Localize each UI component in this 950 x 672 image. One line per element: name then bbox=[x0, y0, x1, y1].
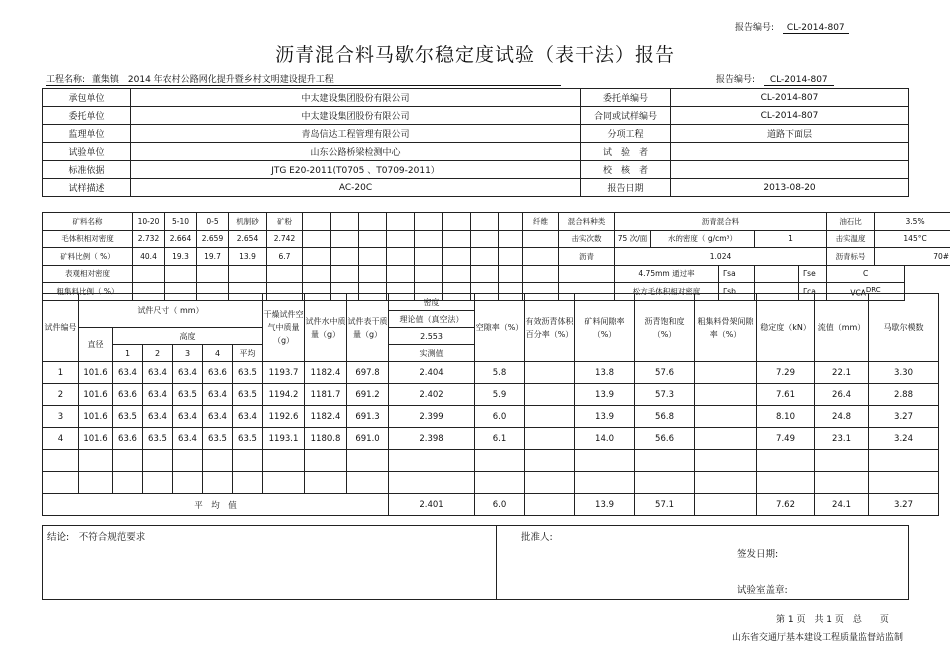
col-vfa: 沥青饱和度（%） bbox=[635, 294, 695, 362]
project-name: 董集镇 2014 年农村公路网化提升暨乡村文明建设提升工程 bbox=[91, 75, 334, 85]
data-cell: 63.4 bbox=[143, 384, 173, 406]
empty-row bbox=[43, 450, 939, 472]
data-cell: 7.29 bbox=[757, 362, 815, 384]
empty-cell bbox=[233, 472, 263, 494]
gse-symbol: Γse bbox=[799, 265, 827, 283]
data-cell: 7.49 bbox=[757, 428, 815, 450]
avg-cell: 3.27 bbox=[869, 494, 939, 516]
data-cell: 56.6 bbox=[635, 428, 695, 450]
data-cell: 63.6 bbox=[113, 384, 143, 406]
mix-type-label: 混合料种类 bbox=[559, 213, 615, 231]
ratio-cell: 13.9 bbox=[229, 248, 267, 266]
apparent-density-label: 表观相对密度 bbox=[43, 265, 133, 283]
data-cell: 101.6 bbox=[79, 406, 113, 428]
col-h1: 1 bbox=[113, 345, 143, 362]
col-void: 空隙率（%） bbox=[475, 294, 525, 362]
approval-cell bbox=[497, 526, 909, 600]
data-cell bbox=[695, 428, 757, 450]
data-cell: 2 bbox=[43, 384, 79, 406]
data-cell: 63.5 bbox=[143, 428, 173, 450]
bulk-density-label: 松方毛体积相对密度 bbox=[615, 283, 719, 301]
data-cell: 63.4 bbox=[203, 384, 233, 406]
info-label: 委托单位 bbox=[43, 107, 131, 125]
data-cell: 4 bbox=[43, 428, 79, 450]
info-label: 合同或试样编号 bbox=[581, 107, 671, 125]
col-h3: 3 bbox=[173, 345, 203, 362]
empty-cell bbox=[173, 472, 203, 494]
data-cell: 3.27 bbox=[869, 406, 939, 428]
data-cell bbox=[525, 406, 575, 428]
ratio-cell: 19.7 bbox=[197, 248, 229, 266]
table-row bbox=[43, 406, 939, 428]
data-cell: 101.6 bbox=[79, 362, 113, 384]
data-cell: 2.402 bbox=[389, 384, 475, 406]
info-table bbox=[42, 88, 909, 197]
empty-cell bbox=[525, 472, 575, 494]
col-density: 密度 bbox=[389, 294, 475, 311]
data-cell: 63.5 bbox=[113, 406, 143, 428]
avg-cell: 57.1 bbox=[635, 494, 695, 516]
avg-cell: 7.62 bbox=[757, 494, 815, 516]
data-cell: 1180.8 bbox=[305, 428, 347, 450]
empty-cell bbox=[113, 450, 143, 472]
report-number-right bbox=[716, 72, 834, 85]
data-cell: 691.2 bbox=[347, 384, 389, 406]
empty-cell bbox=[143, 450, 173, 472]
data-cell: 1181.7 bbox=[305, 384, 347, 406]
empty-cell bbox=[475, 472, 525, 494]
empty-cell bbox=[347, 472, 389, 494]
col-water-mass: 试件水中质量（g） bbox=[305, 294, 347, 362]
project-label: 工程名称: bbox=[46, 75, 86, 85]
info-label: 委托单编号 bbox=[581, 89, 671, 107]
empty-cell bbox=[635, 472, 695, 494]
approver-label: 批准人: bbox=[521, 532, 553, 543]
data-cell bbox=[695, 406, 757, 428]
density-cell: 2.654 bbox=[229, 230, 267, 248]
empty-cell bbox=[79, 472, 113, 494]
col-h4: 4 bbox=[203, 345, 233, 362]
empty-cell bbox=[143, 472, 173, 494]
empty-cell bbox=[43, 472, 79, 494]
info-label: 报告日期 bbox=[581, 179, 671, 197]
supervising-org: 山东省交通厅基本建设工程质量监督站监制 bbox=[732, 633, 904, 643]
data-cell: 1 bbox=[43, 362, 79, 384]
info-value bbox=[671, 143, 909, 161]
empty-cell bbox=[635, 450, 695, 472]
empty-cell bbox=[695, 472, 757, 494]
oil-ratio-label: 油石比 bbox=[827, 213, 875, 231]
mineral-name-cell: 5-10 bbox=[165, 213, 197, 231]
data-cell: 1193.7 bbox=[263, 362, 305, 384]
density-cell: 2.732 bbox=[133, 230, 165, 248]
data-cell: 57.6 bbox=[635, 362, 695, 384]
test-table bbox=[42, 293, 939, 516]
info-value: AC-20C bbox=[131, 179, 581, 197]
data-cell: 3.30 bbox=[869, 362, 939, 384]
avg-cell: 6.0 bbox=[475, 494, 525, 516]
empty-cell bbox=[233, 450, 263, 472]
empty-cell bbox=[203, 472, 233, 494]
data-cell: 63.4 bbox=[173, 428, 203, 450]
data-cell: 3.24 bbox=[869, 428, 939, 450]
water-density-value: 1 bbox=[755, 230, 827, 248]
report-no-label: 报告编号: bbox=[735, 23, 775, 33]
empty-cell bbox=[305, 472, 347, 494]
density-cell: 2.742 bbox=[267, 230, 303, 248]
info-row bbox=[43, 89, 909, 107]
page-title: 沥青混合料马歇尔稳定度试验（表干法）报告 bbox=[274, 44, 675, 66]
density-cell: 2.659 bbox=[197, 230, 229, 248]
c-label: C bbox=[827, 265, 905, 283]
pass-rate-label: 4.75mm 通过率 bbox=[615, 265, 719, 283]
empty-cell bbox=[203, 450, 233, 472]
data-cell bbox=[525, 428, 575, 450]
table-row bbox=[43, 384, 939, 406]
mix-type-value: 沥青混合料 bbox=[615, 213, 827, 231]
theory-value: 2.553 bbox=[389, 328, 475, 345]
blows-label: 击实次数 bbox=[559, 230, 615, 248]
data-cell: 13.9 bbox=[575, 384, 635, 406]
empty-cell bbox=[173, 450, 203, 472]
data-cell: 63.4 bbox=[143, 406, 173, 428]
conclusion: 结论: 不符合规范要求 bbox=[43, 526, 497, 600]
asphalt-grade-value: 70# bbox=[875, 248, 950, 266]
data-cell: 14.0 bbox=[575, 428, 635, 450]
empty-cell bbox=[575, 450, 635, 472]
data-cell: 1182.4 bbox=[305, 362, 347, 384]
data-cell: 6.0 bbox=[475, 406, 525, 428]
report-no-value-2: CL-2014-807 bbox=[764, 75, 834, 86]
info-value: 道路下面层 bbox=[671, 125, 909, 143]
avg-cell: 24.1 bbox=[815, 494, 869, 516]
empty-cell bbox=[525, 450, 575, 472]
vca-sub: DRC bbox=[865, 285, 881, 294]
gsa-symbol: Γsa bbox=[719, 265, 755, 283]
data-cell bbox=[695, 362, 757, 384]
avg-label: 平 均 值 bbox=[43, 494, 389, 516]
data-cell: 63.4 bbox=[113, 362, 143, 384]
data-cell: 1193.1 bbox=[263, 428, 305, 450]
empty-cell bbox=[347, 450, 389, 472]
data-cell: 23.1 bbox=[815, 428, 869, 450]
empty-cell bbox=[389, 472, 475, 494]
info-label: 校 核 者 bbox=[581, 161, 671, 179]
asphalt-grade-label: 沥青标号 bbox=[827, 248, 875, 266]
data-cell: 63.6 bbox=[113, 428, 143, 450]
data-cell: 63.4 bbox=[233, 406, 263, 428]
avg-cell bbox=[525, 494, 575, 516]
vca-label: VCA bbox=[850, 288, 866, 297]
col-height: 高度 bbox=[113, 328, 263, 345]
empty-cell bbox=[869, 472, 939, 494]
info-value: 2013-08-20 bbox=[671, 179, 909, 197]
empty-row bbox=[43, 472, 939, 494]
col-theory: 理论值（真空法） bbox=[389, 311, 475, 328]
info-row bbox=[43, 125, 909, 143]
empty-cell bbox=[815, 450, 869, 472]
data-cell: 63.5 bbox=[233, 384, 263, 406]
info-row bbox=[43, 179, 909, 197]
info-value: 山东公路桥梁检测中心 bbox=[131, 143, 581, 161]
info-label: 承包单位 bbox=[43, 89, 131, 107]
info-label: 监理单位 bbox=[43, 125, 131, 143]
data-cell: 63.5 bbox=[233, 362, 263, 384]
mineral-name-cell: 机制砂 bbox=[229, 213, 267, 231]
empty-cell bbox=[475, 450, 525, 472]
info-label: 试样描述 bbox=[43, 179, 131, 197]
info-value: CL-2014-807 bbox=[671, 89, 909, 107]
empty-cell bbox=[575, 472, 635, 494]
empty-cell bbox=[815, 472, 869, 494]
mineral-name-cell: 0-5 bbox=[197, 213, 229, 231]
water-density-label: 水的密度（ g/cm³） bbox=[651, 230, 755, 248]
density-cell: 2.664 bbox=[165, 230, 197, 248]
data-cell: 2.88 bbox=[869, 384, 939, 406]
data-cell: 3 bbox=[43, 406, 79, 428]
info-value: 青岛信达工程管理有限公司 bbox=[131, 125, 581, 143]
col-size: 试件尺寸（ mm） bbox=[79, 294, 263, 328]
data-cell bbox=[525, 362, 575, 384]
col-stability: 稳定度（kN） bbox=[757, 294, 815, 362]
info-label: 标准依据 bbox=[43, 161, 131, 179]
asphalt-label: 沥青 bbox=[559, 248, 615, 266]
mineral-name-cell: 矿粉 bbox=[267, 213, 303, 231]
fiber-label: 纤维 bbox=[523, 213, 559, 231]
data-cell: 1192.6 bbox=[263, 406, 305, 428]
data-cell: 691.0 bbox=[347, 428, 389, 450]
col-asphalt-vol: 有效沥青体积百分率（%） bbox=[525, 294, 575, 362]
col-h2: 2 bbox=[143, 345, 173, 362]
data-cell: 63.6 bbox=[203, 362, 233, 384]
empty-cell bbox=[695, 450, 757, 472]
empty-cell bbox=[113, 472, 143, 494]
info-label: 分项工程 bbox=[581, 125, 671, 143]
data-cell: 2.404 bbox=[389, 362, 475, 384]
data-cell: 13.9 bbox=[575, 406, 635, 428]
avg-cell bbox=[695, 494, 757, 516]
data-cell: 6.1 bbox=[475, 428, 525, 450]
data-cell: 13.8 bbox=[575, 362, 635, 384]
info-value bbox=[671, 161, 909, 179]
table-row bbox=[43, 362, 939, 384]
asphalt-value: 1.024 bbox=[615, 248, 827, 266]
info-label: 试 验 者 bbox=[581, 143, 671, 161]
data-cell: 57.3 bbox=[635, 384, 695, 406]
ratio-cell: 19.3 bbox=[165, 248, 197, 266]
data-cell: 24.8 bbox=[815, 406, 869, 428]
info-row bbox=[43, 143, 909, 161]
info-label: 试验单位 bbox=[43, 143, 131, 161]
col-flow: 流值（mm） bbox=[815, 294, 869, 362]
col-specimen: 试件编号 bbox=[43, 294, 79, 362]
table-row bbox=[43, 428, 939, 450]
temp-label: 击实温度 bbox=[827, 230, 875, 248]
data-cell: 1194.2 bbox=[263, 384, 305, 406]
report-no-value: CL-2014-807 bbox=[783, 23, 849, 34]
col-avg: 平均 bbox=[233, 345, 263, 362]
gsb-symbol: Γsb bbox=[719, 283, 755, 301]
empty-cell bbox=[263, 450, 305, 472]
data-cell: 697.8 bbox=[347, 362, 389, 384]
data-cell: 691.3 bbox=[347, 406, 389, 428]
mineral-name-label: 矿料名称 bbox=[43, 213, 133, 231]
empty-cell bbox=[43, 450, 79, 472]
mineral-name-cell: 10-20 bbox=[133, 213, 165, 231]
temp-value: 145°C bbox=[875, 230, 950, 248]
issue-date-label: 签发日期: bbox=[737, 549, 779, 560]
conclusion-table bbox=[42, 525, 909, 600]
data-cell: 63.5 bbox=[173, 384, 203, 406]
info-row bbox=[43, 107, 909, 125]
empty-cell bbox=[79, 450, 113, 472]
col-modulus: 马歇尔模数 bbox=[869, 294, 939, 362]
data-cell bbox=[695, 384, 757, 406]
info-value: CL-2014-807 bbox=[671, 107, 909, 125]
coarse-ratio-label: 粗集料比例（ %） bbox=[43, 283, 133, 301]
empty-cell bbox=[869, 450, 939, 472]
info-row bbox=[43, 161, 909, 179]
data-cell: 63.4 bbox=[143, 362, 173, 384]
data-cell: 63.4 bbox=[173, 406, 203, 428]
seal-label: 试验室盖章: bbox=[737, 585, 788, 596]
data-cell: 56.8 bbox=[635, 406, 695, 428]
data-cell: 1182.4 bbox=[305, 406, 347, 428]
data-cell: 101.6 bbox=[79, 428, 113, 450]
data-cell bbox=[525, 384, 575, 406]
data-cell: 63.4 bbox=[173, 362, 203, 384]
oil-ratio-value: 3.5% bbox=[875, 213, 950, 231]
empty-cell bbox=[263, 472, 305, 494]
data-cell: 101.6 bbox=[79, 384, 113, 406]
mineral-table bbox=[42, 212, 950, 301]
data-cell: 63.4 bbox=[203, 406, 233, 428]
avg-cell: 13.9 bbox=[575, 494, 635, 516]
data-cell: 2.399 bbox=[389, 406, 475, 428]
info-value: JTG E20-2011(T0705 、T0709-2011） bbox=[131, 161, 581, 179]
ratio-cell: 6.7 bbox=[267, 248, 303, 266]
col-diameter: 直径 bbox=[79, 328, 113, 362]
info-value: 中太建设集团股份有限公司 bbox=[131, 89, 581, 107]
top-report-number bbox=[735, 20, 849, 33]
data-cell: 2.398 bbox=[389, 428, 475, 450]
info-value: 中太建设集团股份有限公司 bbox=[131, 107, 581, 125]
data-cell: 8.10 bbox=[757, 406, 815, 428]
empty-cell bbox=[389, 450, 475, 472]
col-vma: 矿料间隙率（%） bbox=[575, 294, 635, 362]
col-coarse-void: 粗集料骨架间隙率（%） bbox=[695, 294, 757, 362]
data-cell: 63.5 bbox=[203, 428, 233, 450]
data-cell: 7.61 bbox=[757, 384, 815, 406]
data-cell: 5.8 bbox=[475, 362, 525, 384]
project-line bbox=[46, 72, 561, 86]
data-cell: 26.4 bbox=[815, 384, 869, 406]
data-cell: 22.1 bbox=[815, 362, 869, 384]
empty-cell bbox=[757, 472, 815, 494]
gca-symbol: Γca bbox=[799, 283, 827, 301]
page-counter: 第 1 页 共 1 页 总 页 bbox=[776, 615, 889, 625]
blows-value: 75 次/面 bbox=[615, 230, 651, 248]
empty-cell bbox=[757, 450, 815, 472]
ratio-label: 矿料比例（ %） bbox=[43, 248, 133, 266]
data-cell: 5.9 bbox=[475, 384, 525, 406]
ratio-cell: 40.4 bbox=[133, 248, 165, 266]
col-measured: 实测值 bbox=[389, 345, 475, 362]
empty-cell bbox=[305, 450, 347, 472]
density-label: 毛体积相对密度 bbox=[43, 230, 133, 248]
col-ssd-mass: 试件表干质量（g） bbox=[347, 294, 389, 362]
data-cell: 63.5 bbox=[233, 428, 263, 450]
avg-cell: 2.401 bbox=[389, 494, 475, 516]
col-dry-mass: 干燥试件空气中质量（g） bbox=[263, 294, 305, 362]
report-no-label-2: 报告编号: bbox=[716, 75, 756, 85]
